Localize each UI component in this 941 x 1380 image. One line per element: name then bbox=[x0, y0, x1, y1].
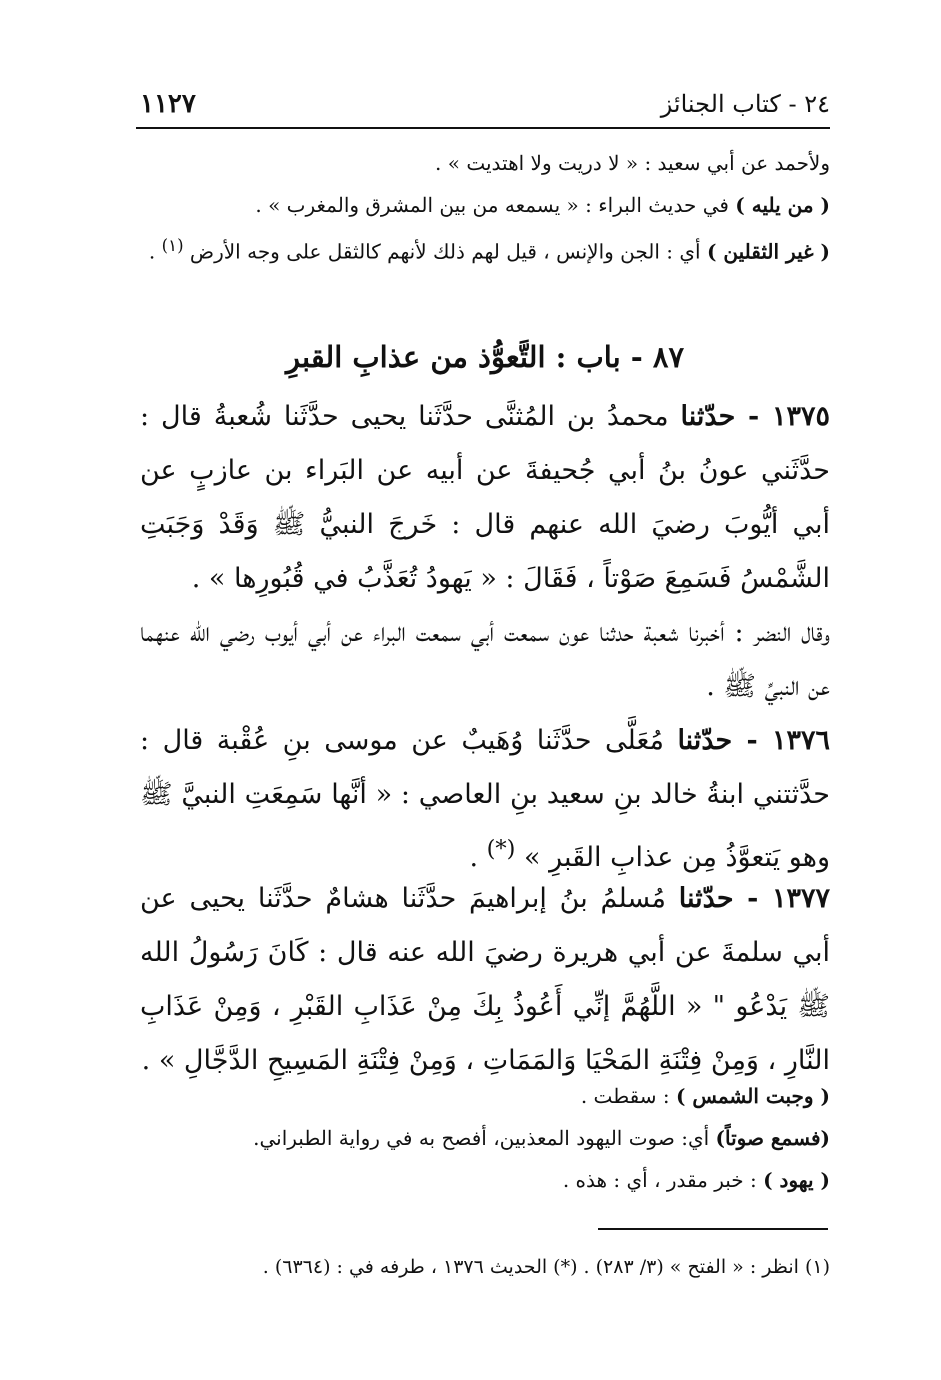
hadith-1375-addendum: وقال النضر : أخبرنا شعبة حدثنا عون سمعت أبي سمعت البراء عن أبي أيوب رضي الله عنهما عن النبيِّ ﷺ . bbox=[140, 617, 830, 702]
hadith-1377: ١٣٧٧ - حدّثنا مُسلمُ بنُ إبراهيمَ حدَّثَنا هشامٌ حدَّثَنا يحيى عن أبي سلمةَ عن أبي هريرة رضيَ الله عنه قال : كَانَ رَسُولُ الله ﷺ يَدْعُو " « اللَّهُمَّ إنِّي أَعُوذُ بِكَ مِنْ عَذَابِ القَبْرِ ، وَمِنْ عَذَابِ النَّارِ ، وَمِنْ فِتْنَةِ المَحْيَا وَالمَمَاتِ ، وَمِنْ فِتْنَةِ المَسِيحِ الدَّجَّالِ » . bbox=[140, 883, 831, 1076]
footnote-ref: (١) bbox=[161, 236, 184, 255]
hadith-number: ١٣٧٦ - حدّثنا bbox=[677, 725, 831, 756]
hadith-1375: ١٣٧٥ - حدّثنا محمدُ بن المُثنَّى حدَّثَنا يحيى حدَّثَنا شُعبةُ قال : حدَّثَني عونُ بنُ أبي جُحيفةَ عن أبيه عن البَراء بن عازبٍ عن أبي أيُّوبَ رضيَ الله عنهم قال : خَرجَ النبيُّ ﷺ وَقَدْ وَجَبَتِ الشَّمْسُ فَسَمِعَ صَوْتاً ، فَقَالَ : « يَهودُ تُعَذَّبُ في قُبُورِها » . bbox=[140, 401, 830, 594]
footnote-rule bbox=[598, 1228, 828, 1230]
chapter-heading: ٨٧ - باب : التَّعوُّذ من عذابِ القبرِ bbox=[285, 340, 685, 374]
notes-top bbox=[140, 142, 830, 272]
header-rule bbox=[136, 127, 830, 129]
hadith-number: ١٣٧٧ - حدّثنا bbox=[678, 883, 831, 914]
note-line: ( وجبت الشمس ) : سقطت . bbox=[580, 1084, 830, 1108]
footnotes: (١) انظر : « الفتح » (٣/ ٢٨٣) . (*) الحديث ١٣٧٦ ، طرفه في : (٦٣٦٤) . bbox=[262, 1256, 830, 1278]
footnote-ref: (*) bbox=[486, 836, 516, 862]
note-line: ( غير الثقلين ) أي : الجن والإنس ، قيل لهم ذلك لأنهم كالثقل على وجه الأرض $^{(١)}$ . bbox=[148, 236, 830, 264]
hadith-1376: ١٣٧٦ - حدّثنا مُعَلَّى حدَّثَنا وُهَيبٌ عن موسى بنِ عُقْبة قال : حدَّثتني ابنةُ خالد بنِ سعيد بنِ العاصي : « أنَّها سَمِعَتِ النبيَّ ﷺ وهو يَتعوَّذُ مِن عذابِ القَبرِ » (*) . bbox=[140, 725, 831, 873]
chapter-title: ٢٤ - كتاب الجنائز bbox=[660, 90, 830, 118]
running-header bbox=[140, 82, 830, 126]
note-line: (فسمع صوتاً) أي: صوت اليهود المعذبين، أفصح به في رواية الطبراني. bbox=[253, 1126, 830, 1150]
note-line: ولأحمد عن أبي سعيد : « لا دريت ولا اهتديت » . bbox=[435, 151, 830, 175]
notes-bottom bbox=[140, 1075, 830, 1201]
page-number: ١١٢٧ bbox=[140, 89, 196, 119]
note-line: ( يهود ) : خبر مقدر ، أي : هذه . bbox=[562, 1168, 830, 1192]
hadith-number: ١٣٧٥ - حدّثنا bbox=[680, 401, 830, 432]
note-line: ( من يليه ) في حديث البراء : « يسمعه من بين المشرق والمغرب » . bbox=[255, 193, 830, 217]
